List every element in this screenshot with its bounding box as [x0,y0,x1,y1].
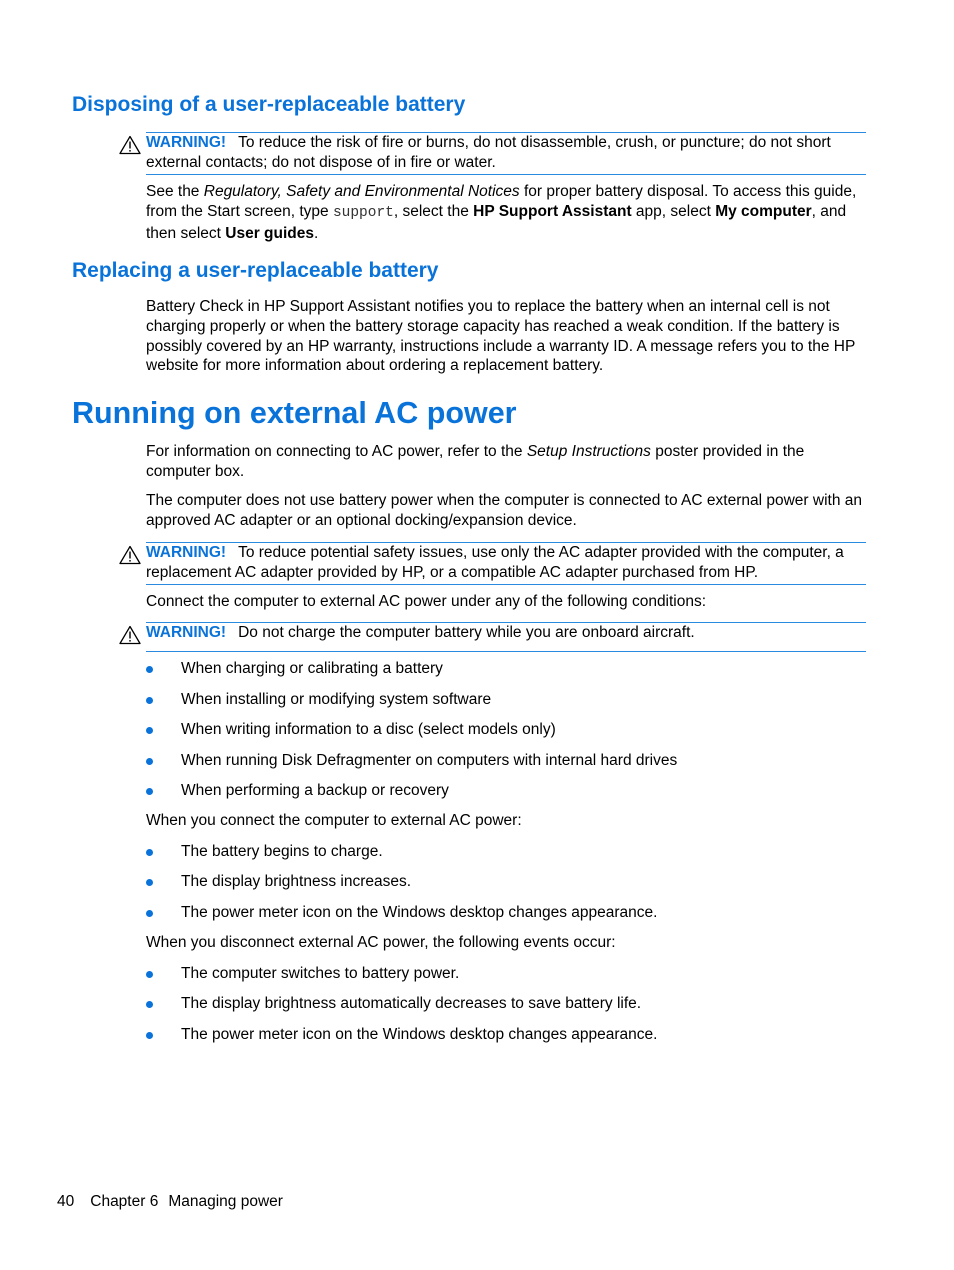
bullet-dot-icon [146,849,153,856]
menu-option: User guides [225,224,315,242]
chapter-label: Chapter 6 [90,1193,159,1210]
warning-label: WARNING! [146,624,227,641]
list-item-text: When performing a backup or recovery [181,782,449,799]
app-name: HP Support Assistant [473,202,632,220]
chapter-title: Managing power [168,1193,283,1210]
bullet-dot-icon [146,666,153,673]
page-footer [57,1192,299,1212]
warning-text: To reduce potential safety issues, use only the AC adapter provided with the computer, a replacement AC adapter provided by HP, or a compatible AC adapter purchased from HP. [146,544,844,581]
command-text: support [332,204,394,221]
bullet-dot-icon [146,758,153,765]
text-run: For information on connecting to AC power, refer to the [146,443,527,460]
text-run: . [314,224,319,242]
list-item-text: When installing or modifying system software [181,691,492,708]
section-heading-disposing: Disposing of a user-replaceable battery [72,93,466,116]
menu-option: My computer [715,202,812,220]
bullet-dot-icon [146,971,153,978]
page-number: 40 [57,1193,75,1210]
bullet-dot-icon [146,727,153,734]
list-item-text: The battery begins to charge. [181,843,383,860]
warning-box-adapter [146,542,866,585]
warning-text: To reduce the risk of fire or burns, do not disassemble, crush, or puncture; do not short external contacts; do not dispose of in fire or water. [146,134,831,171]
section-heading-replacing: Replacing a user-replaceable battery [72,259,439,282]
disconnect-intro: When you disconnect external AC power, the following events occur: [146,934,616,951]
ac-usage-paragraph: The computer does not use battery power when the computer is connected to AC external power with an approved AC adapter or an optional docking/expansion device. [146,492,862,529]
warning-text: Do not charge the computer battery while you are onboard aircraft. [238,624,695,641]
bullet-dot-icon [146,697,153,704]
bullet-dot-icon [146,910,153,917]
warning-triangle-icon [119,625,141,645]
warning-label: WARNING! [146,134,227,151]
text-run: for proper battery disposal. To access this guide, from the Start screen, type [146,183,857,220]
bullet-dot-icon [146,788,153,795]
warning-triangle-icon [119,545,141,565]
notices-title: Regulatory, Safety and Environmental Notices [203,183,520,200]
text-run: See the [146,183,204,200]
bullet-dot-icon [146,879,153,886]
bullet-dot-icon [146,1001,153,1008]
text-run: , and then select [146,202,847,242]
bullet-dot-icon [146,1032,153,1039]
page-title: Running on external AC power [72,396,517,430]
conditions-intro: Connect the computer to external AC power under any of the following conditions: [146,593,707,610]
text-run: app, select [631,202,716,220]
replacing-paragraph: Battery Check in HP Support Assistant notifies you to replace the battery when an internal cell is not charging properly or when the battery storage capacity has reached a weak condition. If the battery is possibly covered by an HP warranty, instructions include a warranty ID. A message refers you to the HP website for more information about ordering a replacement battery. [146,298,856,375]
connect-intro: When you connect the computer to external AC power: [146,812,522,829]
list-item-text: When writing information to a disc (select models only) [181,721,556,738]
setup-instructions-title: Setup Instructions [526,443,651,460]
text-run: , select the [393,202,474,220]
warning-box-aircraft [146,622,866,652]
list-item-text: The display brightness increases. [181,873,412,890]
list-item-text: When running Disk Defragmenter on computers with internal hard drives [181,752,678,769]
text-run: poster provided in the computer box. [146,443,805,480]
list-item-text: When charging or calibrating a battery [181,660,443,677]
list-item-text: The power meter icon on the Windows desktop changes appearance. [181,904,658,921]
warning-label: WARNING! [146,544,227,561]
warning-triangle-icon [119,135,141,155]
list-item-text: The power meter icon on the Windows desktop changes appearance. [181,1026,658,1043]
disposal-paragraph [146,182,870,243]
warning-box-disposal [146,132,866,175]
list-item-text: The display brightness automatically decreases to save battery life. [181,995,642,1012]
list-item-text: The computer switches to battery power. [181,965,460,982]
ac-info-paragraph [146,442,870,482]
